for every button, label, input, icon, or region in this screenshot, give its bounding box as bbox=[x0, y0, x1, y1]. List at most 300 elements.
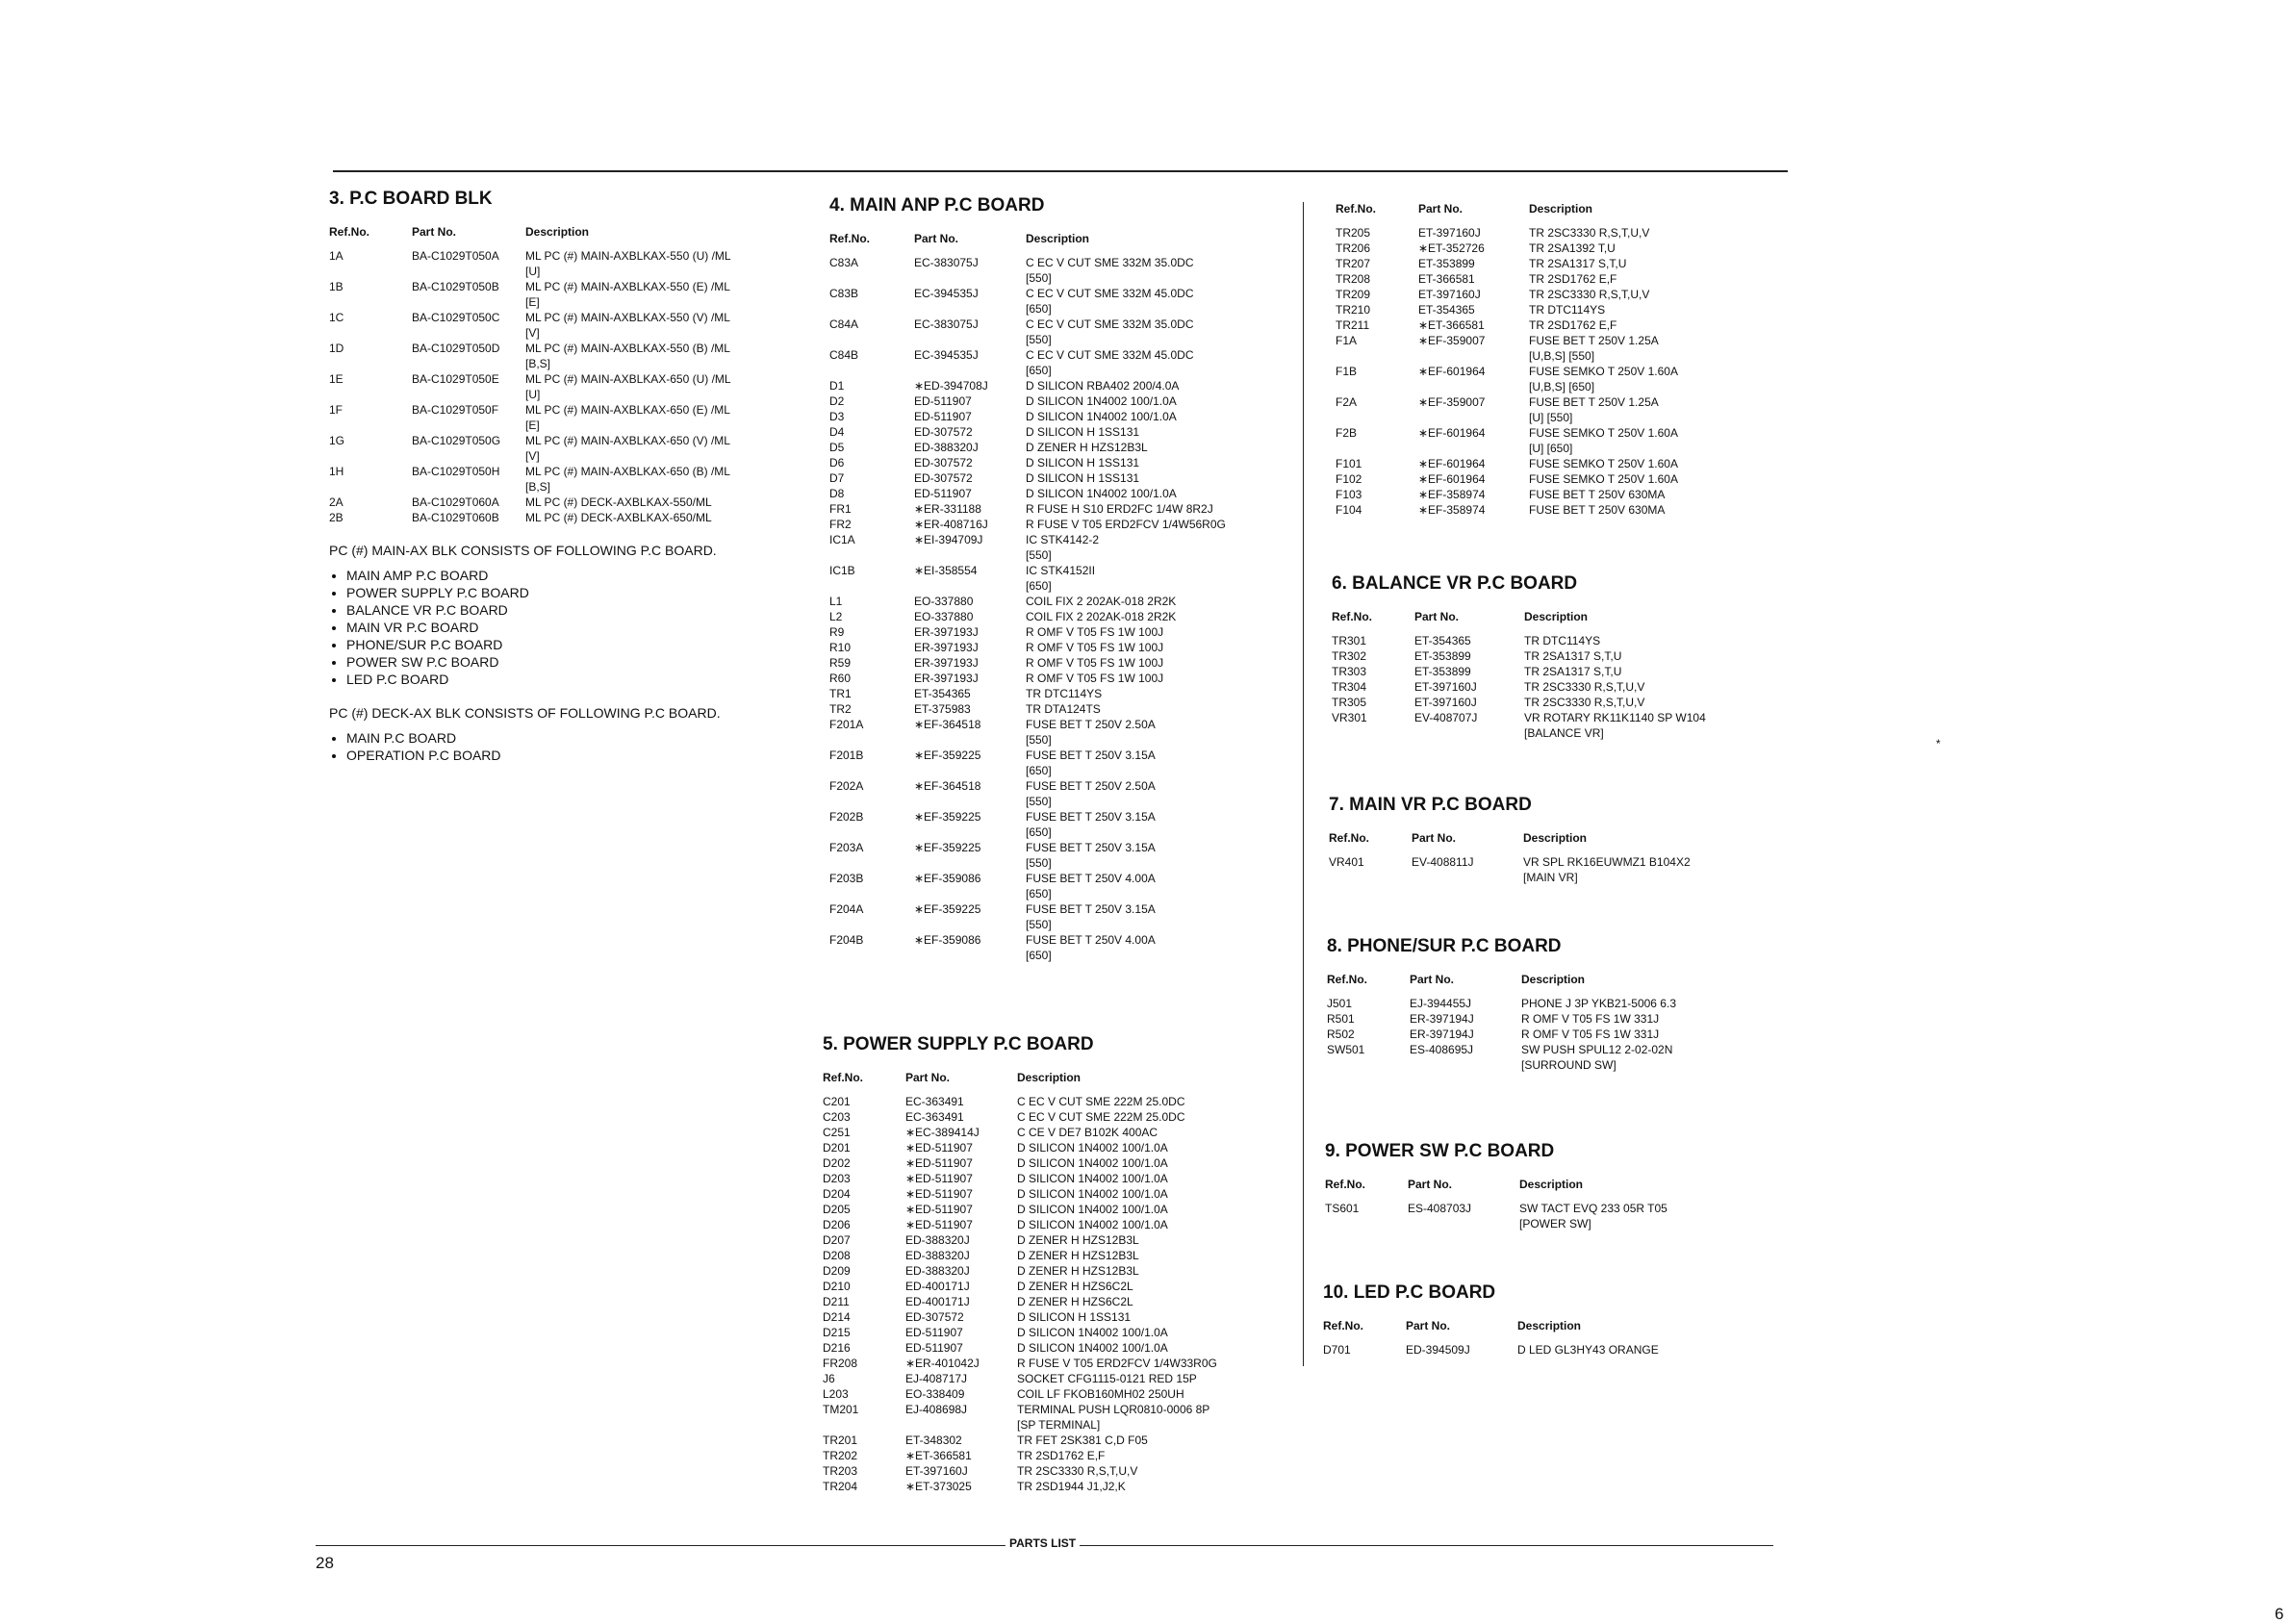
table-row bbox=[829, 517, 1272, 532]
cell-ref: F204A bbox=[829, 902, 864, 916]
list-item: • POWER SUPPLY P.C BOARD bbox=[346, 584, 777, 601]
cell-desc: D SILICON H 1SS131 bbox=[1026, 425, 1140, 439]
cell-desc: C CE V DE7 B102K 400AC bbox=[1017, 1126, 1158, 1139]
cell-ref: R60 bbox=[829, 672, 852, 685]
cell-desc: D SILICON 1N4002 100/1.0A bbox=[1017, 1172, 1168, 1185]
cell-part: ER-397194J bbox=[1410, 1028, 1474, 1041]
cell-desc: TR 2SC3330 R,S,T,U,V bbox=[1524, 680, 1645, 694]
cell-desc: C EC V CUT SME 222M 25.0DC bbox=[1017, 1095, 1185, 1108]
table-row bbox=[829, 901, 1272, 932]
cell-desc: R OMF V T05 FS 1W 100J bbox=[1026, 656, 1164, 670]
table-row bbox=[829, 532, 1272, 563]
table-row bbox=[1336, 456, 1759, 471]
header-part: Part No. bbox=[1410, 973, 1455, 986]
cell-ref: TR303 bbox=[1332, 665, 1367, 678]
cell-desc: FUSE BET T 250V 1.25A [U] [550] bbox=[1529, 395, 1659, 424]
cell-desc: C EC V CUT SME 222M 25.0DC bbox=[1017, 1110, 1185, 1124]
cell-part: ET-366581 bbox=[1418, 272, 1475, 286]
table-header bbox=[823, 1071, 1275, 1084]
cell-part: BA-C1029T050A bbox=[412, 249, 499, 263]
header-part: Part No. bbox=[1408, 1178, 1453, 1191]
cell-ref: 1D bbox=[329, 342, 344, 355]
cell-part: BA-C1029T050D bbox=[412, 342, 500, 355]
table-row bbox=[823, 1171, 1275, 1186]
cell-part: ET-354365 bbox=[1414, 634, 1471, 647]
cell-part: ∗ER-408716J bbox=[914, 518, 988, 531]
cell-ref: TR201 bbox=[823, 1434, 858, 1447]
cell-ref: FR208 bbox=[823, 1357, 858, 1370]
list-item: • LED P.C BOARD bbox=[346, 671, 777, 688]
parts-table bbox=[829, 255, 1272, 963]
cell-part: ED-511907 bbox=[914, 410, 972, 423]
cell-part: ∗EI-358554 bbox=[914, 564, 978, 577]
table-row bbox=[829, 393, 1272, 409]
cell-ref: D202 bbox=[823, 1156, 851, 1170]
table-row bbox=[329, 279, 777, 310]
cell-desc: D ZENER H HZS12B3L bbox=[1017, 1264, 1139, 1278]
cell-desc: TR FET 2SK381 C,D F05 bbox=[1017, 1434, 1148, 1447]
section-title: 7. MAIN VR P.C BOARD bbox=[1329, 795, 1532, 815]
cell-desc: COIL FIX 2 202AK-018 2R2K bbox=[1026, 595, 1177, 608]
cell-ref: R502 bbox=[1327, 1028, 1355, 1041]
cell-part: ∗EF-359225 bbox=[914, 810, 981, 824]
header-ref: Ref.No. bbox=[329, 225, 369, 239]
header-ref: Ref.No. bbox=[1323, 1319, 1363, 1332]
cell-ref: F201A bbox=[829, 718, 864, 731]
cell-desc: TR 2SA1317 S,T,U bbox=[1524, 665, 1622, 678]
list-item: • MAIN VR P.C BOARD bbox=[346, 619, 777, 636]
parts-table bbox=[1336, 225, 1759, 518]
cell-ref: J501 bbox=[1327, 997, 1353, 1010]
header-desc: Description bbox=[1529, 202, 1593, 216]
cell-ref: IC1B bbox=[829, 564, 855, 577]
cell-desc: R OMF V T05 FS 1W 331J bbox=[1521, 1012, 1660, 1026]
table-row bbox=[1332, 648, 1765, 664]
cell-part: EC-394535J bbox=[914, 348, 979, 362]
cell-desc: D SILICON 1N4002 100/1.0A bbox=[1017, 1141, 1168, 1155]
cell-desc: TR 2SC3330 R,S,T,U,V bbox=[1529, 288, 1650, 301]
table-row bbox=[1336, 287, 1759, 302]
cell-desc: TR 2SA1317 S,T,U bbox=[1529, 257, 1627, 270]
section-title: 8. PHONE/SUR P.C BOARD bbox=[1327, 936, 1562, 956]
cell-ref: C83A bbox=[829, 256, 859, 269]
cell-part: ET-348302 bbox=[905, 1434, 962, 1447]
header-ref: Ref.No. bbox=[1336, 202, 1376, 216]
cell-part: ∗ER-401042J bbox=[905, 1357, 980, 1370]
cell-part: ∗ET-366581 bbox=[905, 1449, 972, 1462]
cell-part: ∗ED-511907 bbox=[905, 1156, 973, 1170]
cell-part: BA-C1029T050F bbox=[412, 403, 499, 417]
cell-ref: 2A bbox=[329, 495, 344, 509]
table-header bbox=[1336, 202, 1759, 216]
table-row bbox=[1332, 679, 1765, 695]
cell-desc: R FUSE V T05 ERD2FCV 1/4W56R0G bbox=[1026, 518, 1226, 531]
cell-ref: D210 bbox=[823, 1280, 851, 1293]
cell-part: ED-307572 bbox=[914, 425, 973, 439]
cell-ref: C203 bbox=[823, 1110, 851, 1124]
cell-desc: FUSE BET T 250V 2.50A [550] bbox=[1026, 779, 1156, 808]
table-row bbox=[829, 501, 1272, 517]
cell-part: BA-C1029T050C bbox=[412, 311, 500, 324]
table-row bbox=[823, 1448, 1275, 1463]
cell-desc: ML PC (#) MAIN-AXBLKAX-650 (B) /ML [B,S] bbox=[525, 465, 730, 494]
cell-desc: TERMINAL PUSH LQR0810-0006 8P [SP TERMINAL] bbox=[1017, 1403, 1210, 1432]
section-pc-board-blk bbox=[329, 189, 777, 777]
cell-ref: C201 bbox=[823, 1095, 851, 1108]
cell-ref: TR205 bbox=[1336, 226, 1371, 240]
cell-ref: J6 bbox=[823, 1372, 835, 1385]
cell-desc: D ZENER H HZS12B3L bbox=[1026, 441, 1148, 454]
cell-part: ∗EF-359086 bbox=[914, 872, 981, 885]
table-row bbox=[823, 1140, 1275, 1155]
cell-ref: 1C bbox=[329, 311, 344, 324]
table-row bbox=[823, 1356, 1275, 1371]
table-row bbox=[829, 317, 1272, 347]
cell-part: ED-388320J bbox=[905, 1233, 970, 1247]
cell-ref: TR1 bbox=[829, 687, 852, 700]
cell-ref: F1A bbox=[1336, 334, 1358, 347]
table-header bbox=[829, 232, 1272, 245]
cell-desc: R OMF V T05 FS 1W 100J bbox=[1026, 672, 1164, 685]
cell-desc: D SILICON 1N4002 100/1.0A bbox=[1017, 1187, 1168, 1201]
cell-desc: TR DTA124TS bbox=[1026, 702, 1101, 716]
table-header bbox=[1325, 1178, 1758, 1191]
cell-desc: FUSE BET T 250V 3.15A [550] bbox=[1026, 902, 1156, 931]
cell-ref: TR305 bbox=[1332, 696, 1367, 709]
cell-desc: IC STK4142-2 [550] bbox=[1026, 533, 1100, 562]
cell-part: ∗EF-359225 bbox=[914, 841, 981, 854]
table-row bbox=[329, 341, 777, 371]
cell-ref: 2B bbox=[329, 511, 344, 524]
cell-part: ∗EF-601964 bbox=[1418, 365, 1486, 378]
table-row bbox=[1336, 225, 1759, 241]
cell-ref: R10 bbox=[829, 641, 852, 654]
cell-ref: D207 bbox=[823, 1233, 851, 1247]
table-row bbox=[1323, 1342, 1756, 1358]
table-row bbox=[329, 510, 777, 525]
cell-ref: 1E bbox=[329, 372, 344, 386]
table-row bbox=[1336, 471, 1759, 487]
table-header bbox=[1323, 1319, 1756, 1332]
cell-desc: FUSE BET T 250V 3.15A [550] bbox=[1026, 841, 1156, 870]
parts-table bbox=[1332, 633, 1765, 741]
section-phone-sur-pc-board bbox=[1327, 936, 1760, 1073]
cell-part: ∗EF-358974 bbox=[1418, 488, 1486, 501]
section-title: 4. MAIN ANP P.C BOARD bbox=[829, 195, 1045, 216]
cell-ref: L203 bbox=[823, 1387, 849, 1401]
cell-part: ED-511907 bbox=[914, 487, 972, 500]
cell-ref: TR208 bbox=[1336, 272, 1371, 286]
cell-part: ER-397194J bbox=[1410, 1012, 1474, 1026]
section-power-supply-continued bbox=[1336, 202, 1759, 518]
section-title: 9. POWER SW P.C BOARD bbox=[1325, 1141, 1555, 1161]
header-part: Part No. bbox=[905, 1071, 951, 1084]
cell-desc: FUSE SEMKO T 250V 1.60A bbox=[1529, 472, 1678, 486]
table-row bbox=[823, 1309, 1275, 1325]
table-row bbox=[823, 1202, 1275, 1217]
header-desc: Description bbox=[1517, 1319, 1582, 1332]
cell-desc: R OMF V T05 FS 1W 100J bbox=[1026, 641, 1164, 654]
cell-ref: F203A bbox=[829, 841, 864, 854]
header-desc: Description bbox=[1523, 831, 1588, 845]
cell-desc: D SILICON H 1SS131 bbox=[1026, 471, 1140, 485]
cell-part: ED-394509J bbox=[1406, 1343, 1470, 1357]
cell-ref: 1B bbox=[329, 280, 344, 293]
table-row bbox=[829, 840, 1272, 871]
cell-part: ED-307572 bbox=[914, 456, 973, 469]
cell-desc: TR DTC114YS bbox=[1529, 303, 1606, 317]
header-part: Part No. bbox=[1414, 610, 1460, 623]
table-row bbox=[1336, 502, 1759, 518]
cell-desc: COIL LF FKOB160MH02 250UH bbox=[1017, 1387, 1184, 1401]
header-part: Part No. bbox=[412, 225, 457, 239]
cell-desc: D SILICON 1N4002 100/1.0A bbox=[1017, 1218, 1168, 1231]
header-desc: Description bbox=[1017, 1071, 1082, 1084]
cell-ref: D2 bbox=[829, 394, 845, 408]
cell-ref: TR211 bbox=[1336, 318, 1370, 332]
table-row bbox=[829, 594, 1272, 609]
cell-desc: D SILICON 1N4002 100/1.0A bbox=[1017, 1203, 1168, 1216]
cell-desc: FUSE BET T 250V 2.50A [550] bbox=[1026, 718, 1156, 747]
section-main-amp-pc-board bbox=[829, 195, 1272, 963]
cell-ref: TR301 bbox=[1332, 634, 1367, 647]
cell-desc: FUSE BET T 250V 4.00A [650] bbox=[1026, 872, 1156, 901]
cell-ref: D206 bbox=[823, 1218, 851, 1231]
table-row bbox=[1327, 1042, 1760, 1073]
table-row bbox=[823, 1402, 1275, 1433]
cell-ref: F203B bbox=[829, 872, 864, 885]
cell-part: BA-C1029T050E bbox=[412, 372, 499, 386]
table-row bbox=[823, 1371, 1275, 1386]
parts-table bbox=[1325, 1201, 1758, 1231]
table-row bbox=[1329, 854, 1762, 885]
cell-desc: D SILICON 1N4002 100/1.0A bbox=[1017, 1341, 1168, 1355]
cell-part: ER-397193J bbox=[914, 625, 979, 639]
cell-desc: FUSE SEMKO T 250V 1.60A [U] [650] bbox=[1529, 426, 1678, 455]
cell-desc: D ZENER H HZS12B3L bbox=[1017, 1249, 1139, 1262]
cell-part: ∗ET-366581 bbox=[1418, 318, 1485, 332]
cell-desc: C EC V CUT SME 332M 45.0DC [650] bbox=[1026, 287, 1194, 316]
page-number: 28 bbox=[316, 1554, 334, 1572]
table-row bbox=[829, 455, 1272, 470]
table-row bbox=[1336, 271, 1759, 287]
cell-desc: D ZENER H HZS6C2L bbox=[1017, 1280, 1133, 1293]
parts-table bbox=[823, 1094, 1275, 1494]
section-title: 3. P.C BOARD BLK bbox=[329, 189, 493, 209]
cell-desc: SW PUSH SPUL12 2-02-02N [SURROUND SW] bbox=[1521, 1043, 1673, 1072]
header-desc: Description bbox=[1519, 1178, 1584, 1191]
table-row bbox=[1336, 425, 1759, 456]
table-row bbox=[329, 464, 777, 495]
cell-ref: TR207 bbox=[1336, 257, 1371, 270]
cell-desc: TR 2SD1762 E,F bbox=[1529, 318, 1617, 332]
cell-desc: VR SPL RK16EUWMZ1 B104X2 [MAIN VR] bbox=[1523, 855, 1691, 884]
note-deck-ax: PC (#) DECK-AX BLK CONSISTS OF FOLLOWING P.C BOARD. bbox=[329, 705, 721, 721]
cell-part: ET-397160J bbox=[905, 1464, 968, 1478]
table-row bbox=[829, 563, 1272, 594]
table-row bbox=[1336, 333, 1759, 364]
list-item: • MAIN AMP P.C BOARD bbox=[346, 567, 777, 584]
cell-desc: R OMF V T05 FS 1W 100J bbox=[1026, 625, 1164, 639]
cell-desc: FUSE BET T 250V 1.25A [U,B,S] [550] bbox=[1529, 334, 1659, 363]
cell-ref: C84A bbox=[829, 317, 859, 331]
table-row bbox=[329, 433, 777, 464]
table-row bbox=[829, 424, 1272, 440]
parts-table bbox=[1323, 1342, 1756, 1358]
cell-part: ∗EF-364518 bbox=[914, 718, 981, 731]
cell-desc: PHONE J 3P YKB21-5006 6.3 bbox=[1521, 997, 1676, 1010]
cell-ref: L2 bbox=[829, 610, 843, 623]
note-main-ax: PC (#) MAIN-AX BLK CONSISTS OF FOLLOWING P.C BOARD. bbox=[329, 543, 717, 558]
table-row bbox=[829, 378, 1272, 393]
cell-ref: 1H bbox=[329, 465, 344, 478]
cell-part: ER-397193J bbox=[914, 641, 979, 654]
table-header bbox=[329, 225, 777, 239]
cell-part: ∗EF-359225 bbox=[914, 902, 981, 916]
cell-part: ET-353899 bbox=[1414, 665, 1471, 678]
cell-desc: TR 2SD1762 E,F bbox=[1529, 272, 1617, 286]
cell-desc: R FUSE V T05 ERD2FCV 1/4W33R0G bbox=[1017, 1357, 1217, 1370]
table-row bbox=[329, 402, 777, 433]
cell-desc: TR DTC114YS bbox=[1524, 634, 1601, 647]
cell-part: ET-353899 bbox=[1414, 649, 1471, 663]
cell-desc: C EC V CUT SME 332M 35.0DC [550] bbox=[1026, 256, 1194, 285]
cell-ref: F202B bbox=[829, 810, 864, 824]
header-desc: Description bbox=[1521, 973, 1586, 986]
cell-ref: D215 bbox=[823, 1326, 851, 1339]
table-row bbox=[823, 1479, 1275, 1494]
cell-ref: VR301 bbox=[1332, 711, 1367, 724]
cell-desc: TR 2SC3330 R,S,T,U,V bbox=[1017, 1464, 1138, 1478]
margin-mark: * bbox=[1936, 737, 1941, 750]
header-ref: Ref.No. bbox=[1332, 610, 1372, 623]
table-row bbox=[829, 871, 1272, 901]
list-item: • BALANCE VR P.C BOARD bbox=[346, 601, 777, 619]
cell-part: EC-383075J bbox=[914, 256, 979, 269]
cell-ref: F1B bbox=[1336, 365, 1358, 378]
cell-part: ∗ET-373025 bbox=[905, 1480, 972, 1493]
table-row bbox=[329, 310, 777, 341]
cell-ref: D205 bbox=[823, 1203, 851, 1216]
table-row bbox=[829, 778, 1272, 809]
cell-desc: SW TACT EVQ 233 05R T05 [POWER SW] bbox=[1519, 1202, 1667, 1231]
cell-part: ED-307572 bbox=[914, 471, 973, 485]
table-row bbox=[1336, 394, 1759, 425]
table-row bbox=[823, 1433, 1275, 1448]
cell-part: ED-388320J bbox=[905, 1264, 970, 1278]
cell-ref: R9 bbox=[829, 625, 845, 639]
table-row bbox=[823, 1186, 1275, 1202]
table-row bbox=[329, 495, 777, 510]
cell-desc: FUSE BET T 250V 3.15A [650] bbox=[1026, 749, 1156, 777]
header-ref: Ref.No. bbox=[829, 232, 870, 245]
parts-table bbox=[1329, 854, 1762, 885]
table-row bbox=[829, 640, 1272, 655]
cell-part: ∗ED-511907 bbox=[905, 1187, 973, 1201]
cell-ref: C84B bbox=[829, 348, 859, 362]
cell-desc: D ZENER H HZS12B3L bbox=[1017, 1233, 1139, 1247]
cell-desc: D SILICON H 1SS131 bbox=[1026, 456, 1140, 469]
cell-part: ET-397160J bbox=[1414, 696, 1477, 709]
section-title: 10. LED P.C BOARD bbox=[1323, 1282, 1496, 1303]
table-row bbox=[829, 624, 1272, 640]
cell-ref: TR206 bbox=[1336, 241, 1371, 255]
table-row bbox=[1332, 664, 1765, 679]
cell-desc: ML PC (#) MAIN-AXBLKAX-650 (V) /ML [V] bbox=[525, 434, 730, 463]
table-row bbox=[829, 671, 1272, 686]
cell-part: BA-C1029T050G bbox=[412, 434, 501, 447]
table-header bbox=[1329, 831, 1762, 845]
cell-desc: IC STK4152II [650] bbox=[1026, 564, 1096, 593]
parts-table bbox=[329, 248, 777, 525]
cell-ref: D6 bbox=[829, 456, 845, 469]
table-row bbox=[1336, 302, 1759, 317]
cell-desc: TR 2SD1762 E,F bbox=[1017, 1449, 1106, 1462]
cell-ref: VR401 bbox=[1329, 855, 1364, 869]
table-row bbox=[823, 1232, 1275, 1248]
table-row bbox=[329, 248, 777, 279]
table-row bbox=[829, 286, 1272, 317]
cell-part: ∗EF-364518 bbox=[914, 779, 981, 793]
cell-part: ∗EF-359007 bbox=[1418, 334, 1486, 347]
list-item: • PHONE/SUR P.C BOARD bbox=[346, 636, 777, 653]
cell-ref: D211 bbox=[823, 1295, 850, 1308]
cell-ref: F202A bbox=[829, 779, 864, 793]
cell-part: ED-388320J bbox=[914, 441, 979, 454]
cell-ref: F201B bbox=[829, 749, 864, 762]
cell-desc: ML PC (#) DECK-AXBLKAX-650/ML bbox=[525, 511, 712, 524]
cell-ref: TR204 bbox=[823, 1480, 858, 1493]
table-row bbox=[1336, 241, 1759, 256]
cell-part: ∗EF-359225 bbox=[914, 749, 981, 762]
column-divider bbox=[1303, 202, 1304, 1366]
table-row bbox=[1332, 633, 1765, 648]
cell-ref: F204B bbox=[829, 933, 864, 947]
cell-ref: TR203 bbox=[823, 1464, 858, 1478]
cell-desc: D SILICON H 1SS131 bbox=[1017, 1310, 1132, 1324]
cell-desc: TR 2SA1392 T,U bbox=[1529, 241, 1616, 255]
table-row bbox=[823, 1340, 1275, 1356]
corner-mark: 6 bbox=[2275, 1605, 2284, 1623]
header-part: Part No. bbox=[1406, 1319, 1451, 1332]
cell-part: ED-511907 bbox=[905, 1326, 963, 1339]
cell-ref: TS601 bbox=[1325, 1202, 1360, 1215]
cell-part: BA-C1029T050B bbox=[412, 280, 499, 293]
cell-part: EV-408811J bbox=[1412, 855, 1474, 869]
section-main-vr-pc-board bbox=[1329, 795, 1762, 885]
header-desc: Description bbox=[1524, 610, 1589, 623]
cell-part: ∗EF-358974 bbox=[1418, 503, 1486, 517]
cell-ref: D201 bbox=[823, 1141, 851, 1155]
cell-desc: FUSE BET T 250V 630MA bbox=[1529, 488, 1666, 501]
cell-part: BA-C1029T060A bbox=[412, 495, 499, 509]
table-row bbox=[823, 1279, 1275, 1294]
cell-part: EC-394535J bbox=[914, 287, 979, 300]
cell-desc: ML PC (#) MAIN-AXBLKAX-550 (U) /ML [U] bbox=[525, 249, 731, 278]
cell-part: ∗EC-389414J bbox=[905, 1126, 980, 1139]
header-ref: Ref.No. bbox=[1325, 1178, 1365, 1191]
footer-label: PARTS LIST bbox=[1005, 1536, 1080, 1550]
cell-desc: SOCKET CFG1115-0121 RED 15P bbox=[1017, 1372, 1197, 1385]
cell-ref: F102 bbox=[1336, 472, 1362, 486]
cell-part: ET-397160J bbox=[1418, 288, 1481, 301]
cell-desc: FUSE SEMKO T 250V 1.60A [U,B,S] [650] bbox=[1529, 365, 1678, 393]
cell-desc: FUSE BET T 250V 4.00A [650] bbox=[1026, 933, 1156, 962]
cell-desc: D SILICON 1N4002 100/1.0A bbox=[1026, 410, 1177, 423]
cell-ref: 1G bbox=[329, 434, 345, 447]
table-row bbox=[829, 470, 1272, 486]
cell-desc: ML PC (#) MAIN-AXBLKAX-550 (E) /ML [E] bbox=[525, 280, 730, 309]
